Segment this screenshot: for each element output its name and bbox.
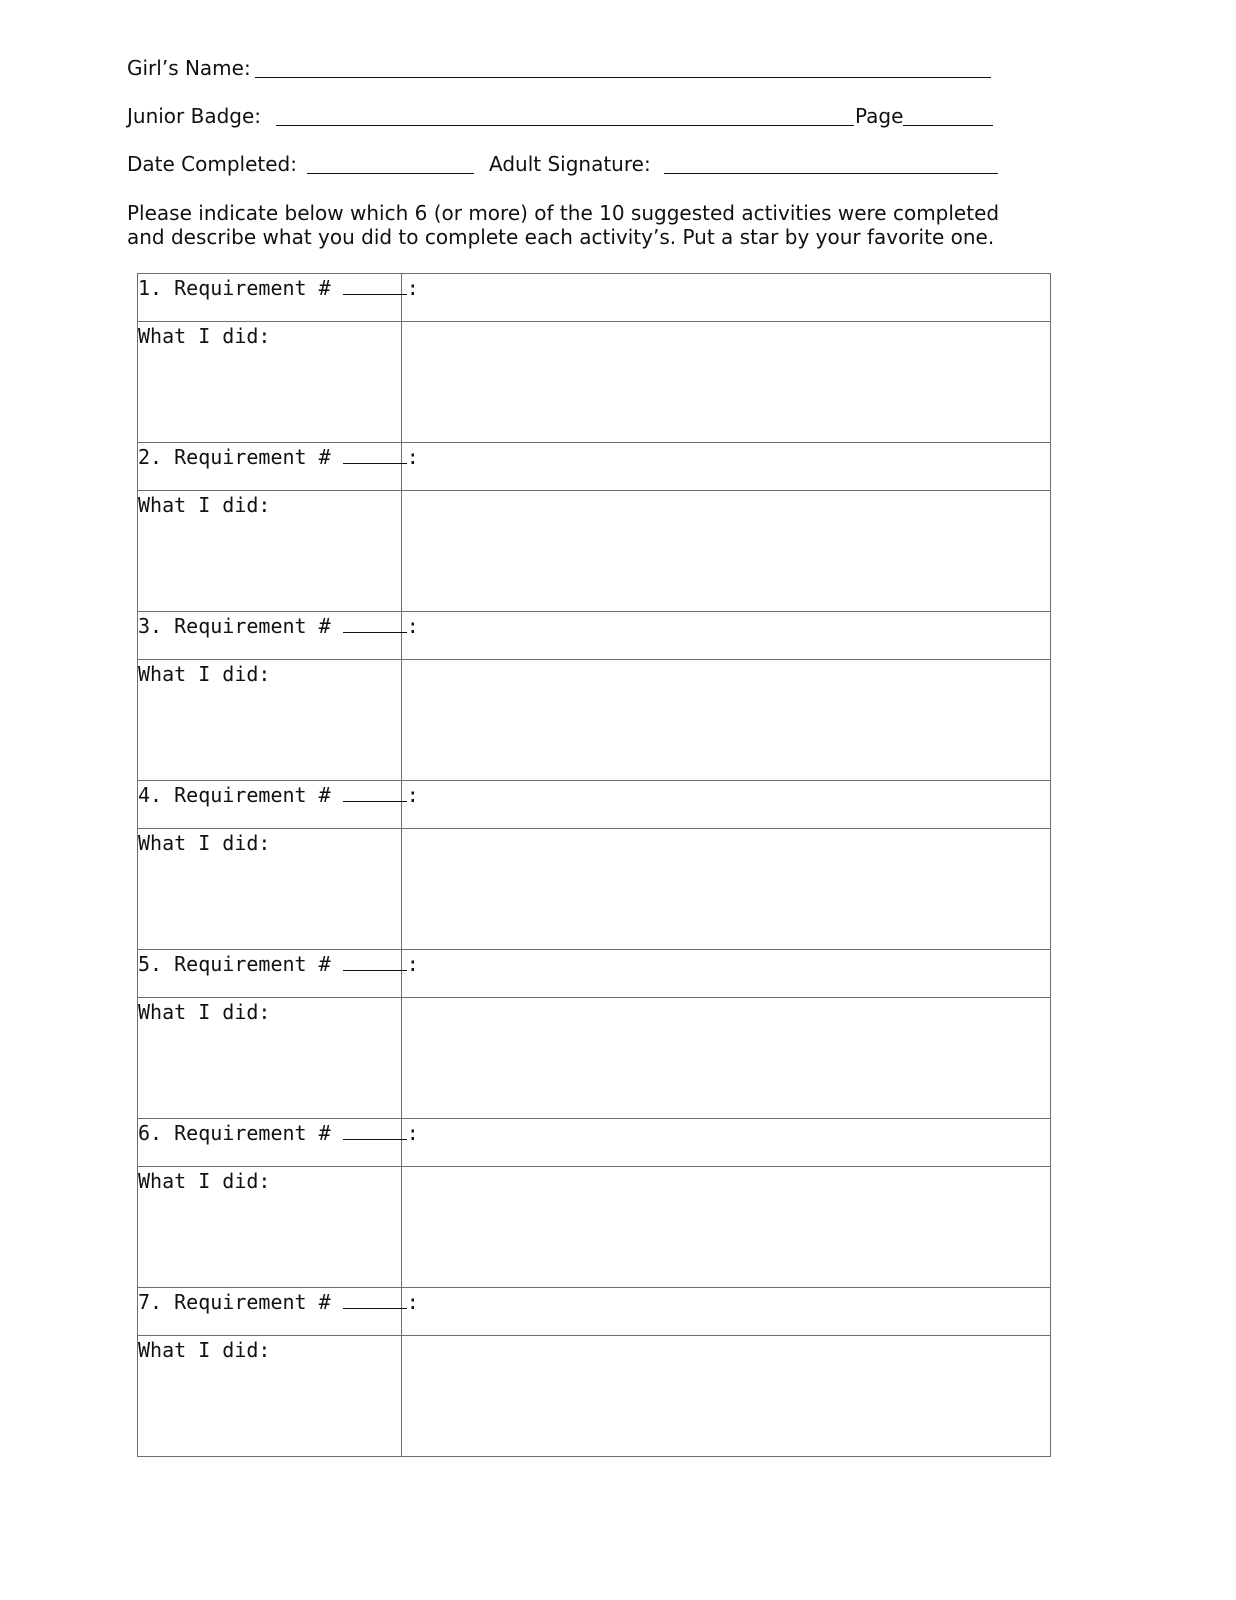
what-i-did-row	[138, 998, 1051, 1119]
what-i-did-row	[138, 322, 1051, 443]
junior-badge-label: Junior Badge:	[127, 104, 262, 128]
requirement-label-cell	[138, 1119, 419, 1167]
adult-signature-field[interactable]	[664, 173, 998, 174]
girls-name-field[interactable]	[255, 77, 991, 78]
requirement-number-label: 1. Requirement #	[138, 276, 331, 300]
what-i-did-row	[138, 829, 1051, 950]
requirement-answer-cell[interactable]	[402, 781, 1051, 829]
what-i-did-label: What I did:	[138, 831, 271, 855]
what-i-did-answer-cell[interactable]	[402, 1336, 1051, 1457]
girls-name-label: Girl’s Name:	[127, 56, 251, 80]
requirement-label-cell	[138, 950, 419, 998]
what-i-did-label-cell	[138, 1336, 402, 1457]
requirement-row	[138, 612, 1051, 660]
what-i-did-answer-cell[interactable]	[402, 829, 1051, 950]
date-completed-label: Date Completed:	[127, 152, 297, 176]
requirement-row	[138, 443, 1051, 491]
requirement-number-field[interactable]	[343, 1121, 407, 1140]
requirement-colon: :	[406, 614, 419, 638]
requirement-colon: :	[406, 783, 419, 807]
requirement-answer-cell[interactable]	[402, 1119, 1051, 1167]
page-label: Page	[855, 104, 904, 128]
requirement-answer-cell[interactable]	[402, 1288, 1051, 1336]
requirement-label-cell	[138, 612, 419, 660]
date-completed-field[interactable]	[307, 173, 474, 174]
requirement-row	[138, 1119, 1051, 1167]
what-i-did-label: What I did:	[138, 1338, 271, 1362]
requirement-colon: :	[406, 1121, 419, 1145]
what-i-did-answer-cell[interactable]	[402, 660, 1051, 781]
what-i-did-row	[138, 660, 1051, 781]
requirement-number-field[interactable]	[343, 952, 407, 971]
what-i-did-label: What I did:	[138, 1169, 271, 1193]
what-i-did-label: What I did:	[138, 662, 271, 686]
requirement-number-label: 6. Requirement #	[138, 1121, 331, 1145]
requirements-table	[137, 273, 1051, 1457]
requirement-answer-cell[interactable]	[402, 612, 1051, 660]
what-i-did-label-cell	[138, 998, 402, 1119]
requirement-number-label: 5. Requirement #	[138, 952, 331, 976]
requirement-answer-cell[interactable]	[402, 443, 1051, 491]
requirement-number-label: 2. Requirement #	[138, 445, 331, 469]
page-number-field[interactable]	[903, 125, 993, 126]
requirement-number-field[interactable]	[343, 1290, 407, 1309]
what-i-did-answer-cell[interactable]	[402, 1167, 1051, 1288]
requirement-number-field[interactable]	[343, 614, 407, 633]
requirement-number-label: 4. Requirement #	[138, 783, 331, 807]
instructions-text: Please indicate below which 6 (or more) of the 10 suggested activities were completed and describe what you did to complete each activity’s. Put a star by your favorite one.	[127, 201, 1000, 249]
what-i-did-row	[138, 491, 1051, 612]
requirement-label-cell	[138, 781, 419, 829]
adult-signature-label: Adult Signature:	[489, 152, 651, 176]
what-i-did-row	[138, 1336, 1051, 1457]
what-i-did-answer-cell[interactable]	[402, 998, 1051, 1119]
what-i-did-label-cell	[138, 660, 402, 781]
requirement-number-field[interactable]	[343, 783, 407, 802]
requirement-colon: :	[406, 445, 419, 469]
what-i-did-label: What I did:	[138, 324, 271, 348]
requirement-answer-cell[interactable]	[402, 274, 1051, 322]
what-i-did-label-cell	[138, 829, 402, 950]
requirement-answer-cell[interactable]	[402, 950, 1051, 998]
requirement-colon: :	[406, 1290, 419, 1314]
what-i-did-answer-cell[interactable]	[402, 491, 1051, 612]
junior-badge-field[interactable]	[276, 125, 854, 126]
requirement-number-field[interactable]	[343, 445, 407, 464]
what-i-did-label: What I did:	[138, 493, 271, 517]
what-i-did-label: What I did:	[138, 1000, 271, 1024]
requirement-number-label: 7. Requirement #	[138, 1290, 331, 1314]
requirement-number-field[interactable]	[343, 276, 407, 295]
requirement-row	[138, 781, 1051, 829]
requirement-colon: :	[406, 276, 419, 300]
what-i-did-label-cell	[138, 322, 402, 443]
requirement-row	[138, 950, 1051, 998]
requirement-colon: :	[406, 952, 419, 976]
requirement-number-label: 3. Requirement #	[138, 614, 331, 638]
what-i-did-label-cell	[138, 491, 402, 612]
requirement-row	[138, 1288, 1051, 1336]
requirement-label-cell	[138, 1288, 419, 1336]
requirement-label-cell	[138, 274, 419, 322]
what-i-did-answer-cell[interactable]	[402, 322, 1051, 443]
requirement-row	[138, 274, 1051, 322]
requirement-label-cell	[138, 443, 419, 491]
what-i-did-row	[138, 1167, 1051, 1288]
what-i-did-label-cell	[138, 1167, 402, 1288]
